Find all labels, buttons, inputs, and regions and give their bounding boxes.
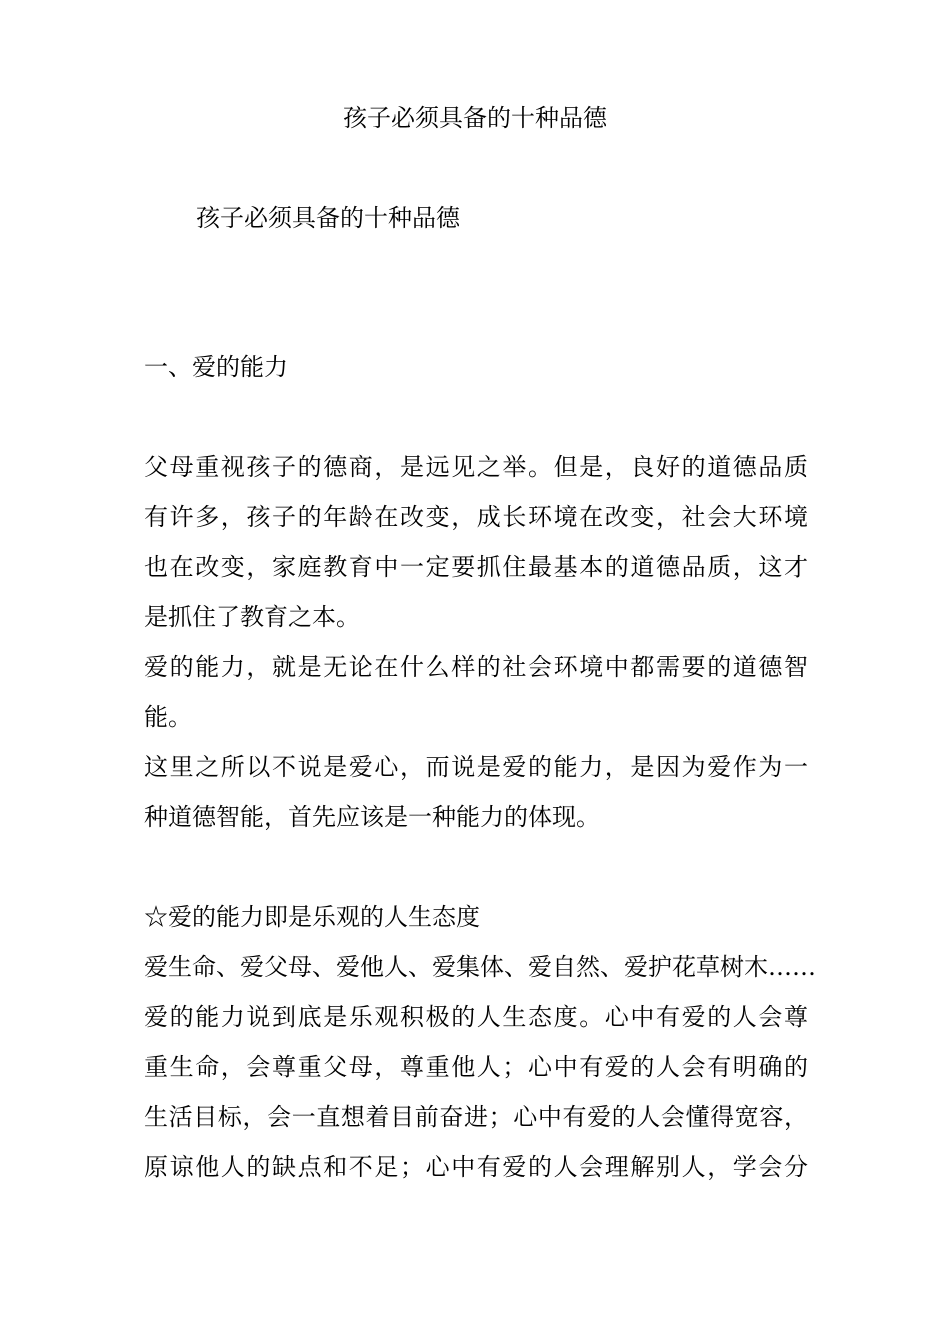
document-title: 孩子必须具备的十种品德 <box>343 104 607 132</box>
paragraph-line: 原谅他人的缺点和不足；心中有爱的人会理解别人，学会分 <box>144 1153 808 1181</box>
paragraph-4 <box>144 892 816 1192</box>
paragraph-line: 生活目标，会一直想着目前奋进；心中有爱的人会懂得宽容， <box>144 1103 808 1131</box>
section-heading: 一、爱的能力 <box>144 353 288 381</box>
paragraph-line: 爱生命、爱父母、爱他人、爱集体、爱自然、爱护花草树木…… <box>144 953 816 981</box>
paragraph-line: 爱的能力说到底是乐观积极的人生态度。心中有爱的人会尊 <box>144 1003 808 1031</box>
paragraph-3 <box>144 742 808 842</box>
paragraph-line: 父母重视孩子的德商，是远见之举。但是，良好的道德品质 <box>144 453 808 481</box>
paragraph-line: 有许多，孩子的年龄在改变，成长环境在改变，社会大环境 <box>144 503 808 531</box>
paragraph-line: 重生命，会尊重父母，尊重他人；心中有爱的人会有明确的 <box>144 1053 808 1081</box>
paragraph-line: 也在改变，家庭教育中一定要抓住最基本的道德品质，这才 <box>144 553 808 581</box>
document-subtitle: 孩子必须具备的十种品德 <box>196 204 460 232</box>
subheading-line: ☆爱的能力即是乐观的人生态度 <box>144 903 480 931</box>
paragraph-line: 种道德智能，首先应该是一种能力的体现。 <box>144 803 600 831</box>
paragraph-line: 能。 <box>144 703 192 731</box>
paragraph-line: 这里之所以不说是爱心，而说是爱的能力，是因为爱作为一 <box>144 753 808 781</box>
paragraph-line: 爱的能力，就是无论在什么样的社会环境中都需要的道德智 <box>144 653 808 681</box>
paragraph-line: 是抓住了教育之本。 <box>144 603 360 631</box>
paragraph-2 <box>144 642 808 742</box>
paragraph-1 <box>144 442 808 642</box>
